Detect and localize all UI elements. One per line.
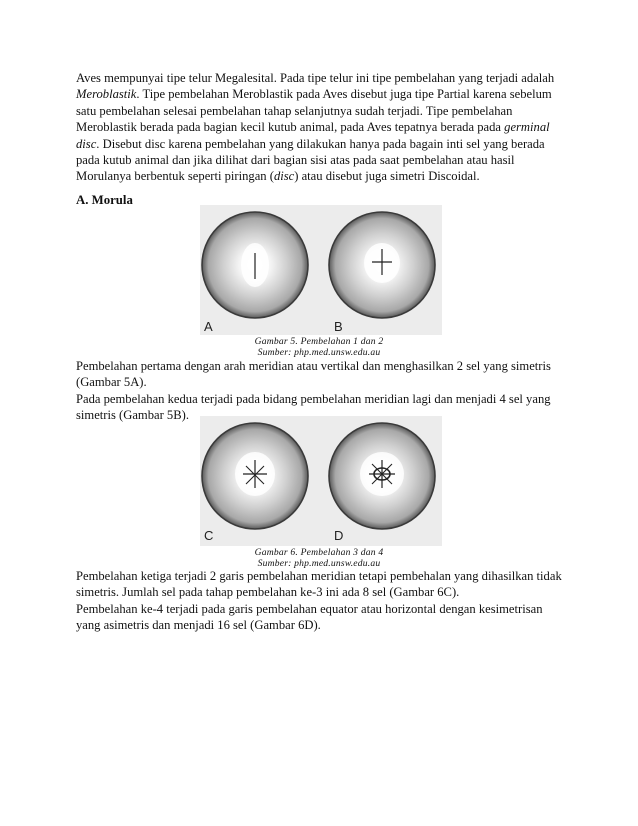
- italic-term: germinal: [504, 120, 550, 135]
- egg-disc-a: [202, 212, 308, 318]
- egg-disc-c: [202, 423, 308, 529]
- text-line: simetris. Jumlah sel pada tahap pembelahan ke-3 ini ada 8 sel (Gambar 6C).: [76, 585, 460, 600]
- figure-6-image: [200, 416, 442, 546]
- text-line: Morulanya berbentuk seperti piringan (disc) atau disebut juga simetri Discoidal.: [76, 169, 480, 184]
- caption-source: Sumber: php.med.unsw.edu.au: [257, 558, 381, 570]
- figure-6-caption: [0, 547, 638, 570]
- egg-disc-d: [329, 423, 435, 529]
- figure-5-caption: [0, 336, 638, 359]
- text-line: satu pembelahan selesai pembelahan tahap selanjutnya sudah terjadi. Tipe pembelahan: [76, 103, 513, 118]
- paragraph-division-3-4: [76, 568, 562, 634]
- italic-term: disc: [76, 136, 97, 151]
- section-heading: A. Morula: [76, 193, 133, 207]
- text-line: Meroblastik berada pada bagian kecil kutub animal, pada Aves tepatnya berada pada germinal: [76, 120, 550, 135]
- caption-title: Gambar 5. Pembelahan 1 dan 2: [254, 336, 384, 347]
- text-line: Pembelahan ke-4 terjadi pada garis pembelahan equator atau horizontal dengan kesimetrisan: [76, 601, 543, 616]
- text-line: (Gambar 5A).: [76, 375, 147, 390]
- paragraph-division-1-2: [76, 358, 562, 424]
- figure-label-d: D: [334, 528, 344, 543]
- italic-term: Meroblastik: [76, 87, 137, 102]
- italic-term: disc: [273, 169, 295, 184]
- caption-source: Sumber: php.med.unsw.edu.au: [257, 347, 381, 359]
- caption-title: Gambar 6. Pembelahan 3 dan 4: [254, 547, 384, 558]
- text-line: disc. Disebut disc karena pembelahan yang dilakukan hanya pada bagain inti sel yang berada: [76, 136, 545, 151]
- figure-5-image: [200, 205, 442, 335]
- text-line: Pembelahan ketiga terjadi 2 garis pembelahan meridian tetapi pembehalan yang dihasilkan tidak: [76, 569, 562, 583]
- text-line: Pembelahan pertama dengan arah meridian atau vertikal dan menghasilkan 2 sel yang simetris: [76, 359, 551, 373]
- text-line: pada kutub animal dan jika dilihat dari bagian sisi atas pada saat pembelahan atau hasil: [76, 153, 515, 168]
- figure-label-c: C: [204, 528, 214, 543]
- figure-label-b: B: [334, 319, 343, 334]
- text-line: Pada pembelahan kedua terjadi pada bidang pembelahan meridian lagi dan menjadi 4 sel yang: [76, 391, 551, 406]
- intro-paragraph: [76, 70, 562, 185]
- text-line: Meroblastik. Tipe pembelahan Meroblastik pada Aves disebut juga tipe Partial karena sebelum: [76, 87, 552, 102]
- text-line: yang asimetris dan menjadi 16 sel (Gambar 6D).: [76, 618, 321, 633]
- text-line: Aves mempunyai tipe telur Megalesital. Pada tipe telur ini tipe pembelahan yang terjadi adalah: [76, 71, 555, 85]
- text-line: simetris (Gambar 5B).: [76, 408, 189, 423]
- figure-label-a: A: [204, 319, 213, 334]
- egg-disc-b: [329, 212, 435, 318]
